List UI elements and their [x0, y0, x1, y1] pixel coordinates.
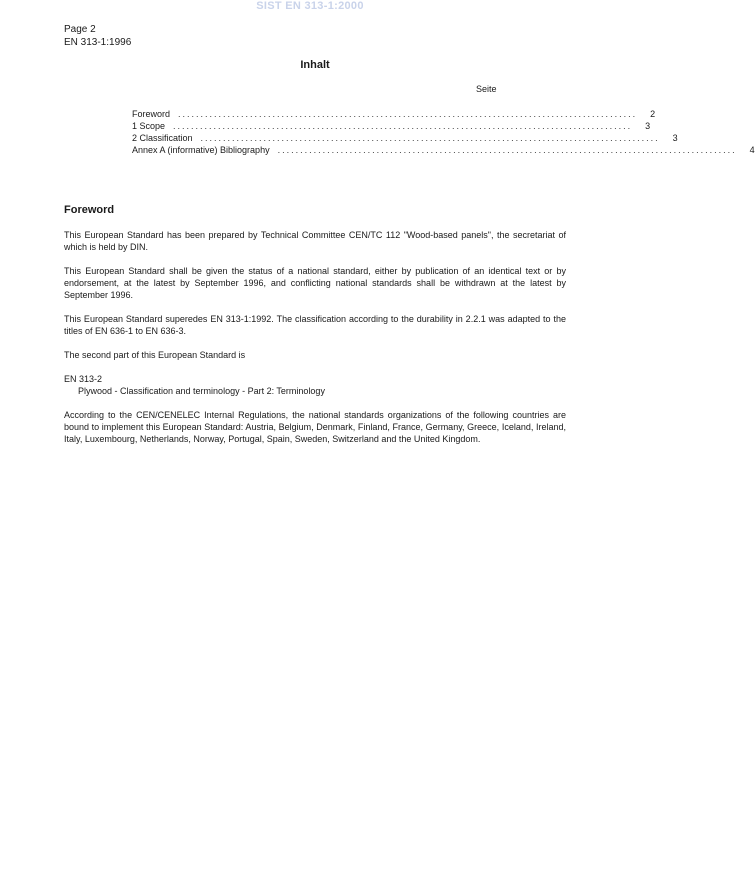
watermark: SIST EN 313-1:2000 [256, 0, 364, 12]
toc-page-column-label: Seite [476, 84, 497, 94]
paragraph: This European Standard superedes EN 313-1:1992. The classification according to the durability in 2.2.1 was adapted to the titles of EN 636-1 to EN 636-3. [64, 314, 566, 336]
page-header [64, 23, 131, 49]
toc-entry-page: 4 [749, 145, 755, 155]
section-title-foreword: Foreword [64, 204, 115, 216]
paragraph: The second part of this European Standard is [64, 350, 246, 360]
toc-leader-dots: ...................................................................................................... [173, 121, 633, 131]
toc-leader-dots: ...................................................................................................... [200, 133, 660, 143]
toc-entry-label: 1 Scope [132, 121, 166, 131]
toc-entry[interactable] [132, 144, 755, 156]
table-of-contents [132, 108, 755, 156]
reference-block [64, 373, 566, 397]
toc-leader-dots: ...................................................................................................... [277, 145, 737, 155]
toc-entry-label: Annex A (informative) Bibliography [132, 145, 270, 155]
toc-entry-label: 2 Classification [132, 133, 193, 143]
standard-number: EN 313-1:1996 [64, 37, 132, 48]
foreword-body [64, 229, 566, 457]
paragraph: This European Standard shall be given the status of a national standard, either by publication of an identical text or by endorsement, at the latest by September 1996, and conflicting national standards shall be withdrawn at the latest by September 1996. [64, 266, 566, 300]
toc-entry-page: 3 [672, 133, 678, 143]
toc-entry-page: 3 [645, 121, 651, 131]
toc-entry-label: Foreword [132, 109, 171, 119]
toc-entry[interactable] [132, 120, 651, 132]
reference-code: EN 313-2 [64, 374, 103, 384]
toc-title: Inhalt [300, 59, 330, 71]
toc-entry[interactable] [132, 108, 656, 120]
toc-leader-dots: ...................................................................................................... [178, 109, 638, 119]
page-number: Page 2 [64, 24, 96, 35]
reference-title: Plywood - Classification and terminology - Part 2: Terminology [78, 386, 325, 396]
paragraph: According to the CEN/CENELEC Internal Regulations, the national standards organizations of the following countries are bound to implement this European Standard: Austria, Belgium, Denmark, Finland, France, Germany, Greece, Iceland, Ireland, Italy, Luxembourg, Netherlands, Norway, Portugal, Spain, Sweden, Switzerland and the United Kingdom. [64, 410, 566, 444]
toc-entry-page: 2 [650, 109, 656, 119]
paragraph: This European Standard has been prepared by Technical Committee CEN/TC 112 "Wood-based panels", the secretariat of which is held by DIN. [64, 230, 566, 252]
toc-entry[interactable] [132, 132, 678, 144]
